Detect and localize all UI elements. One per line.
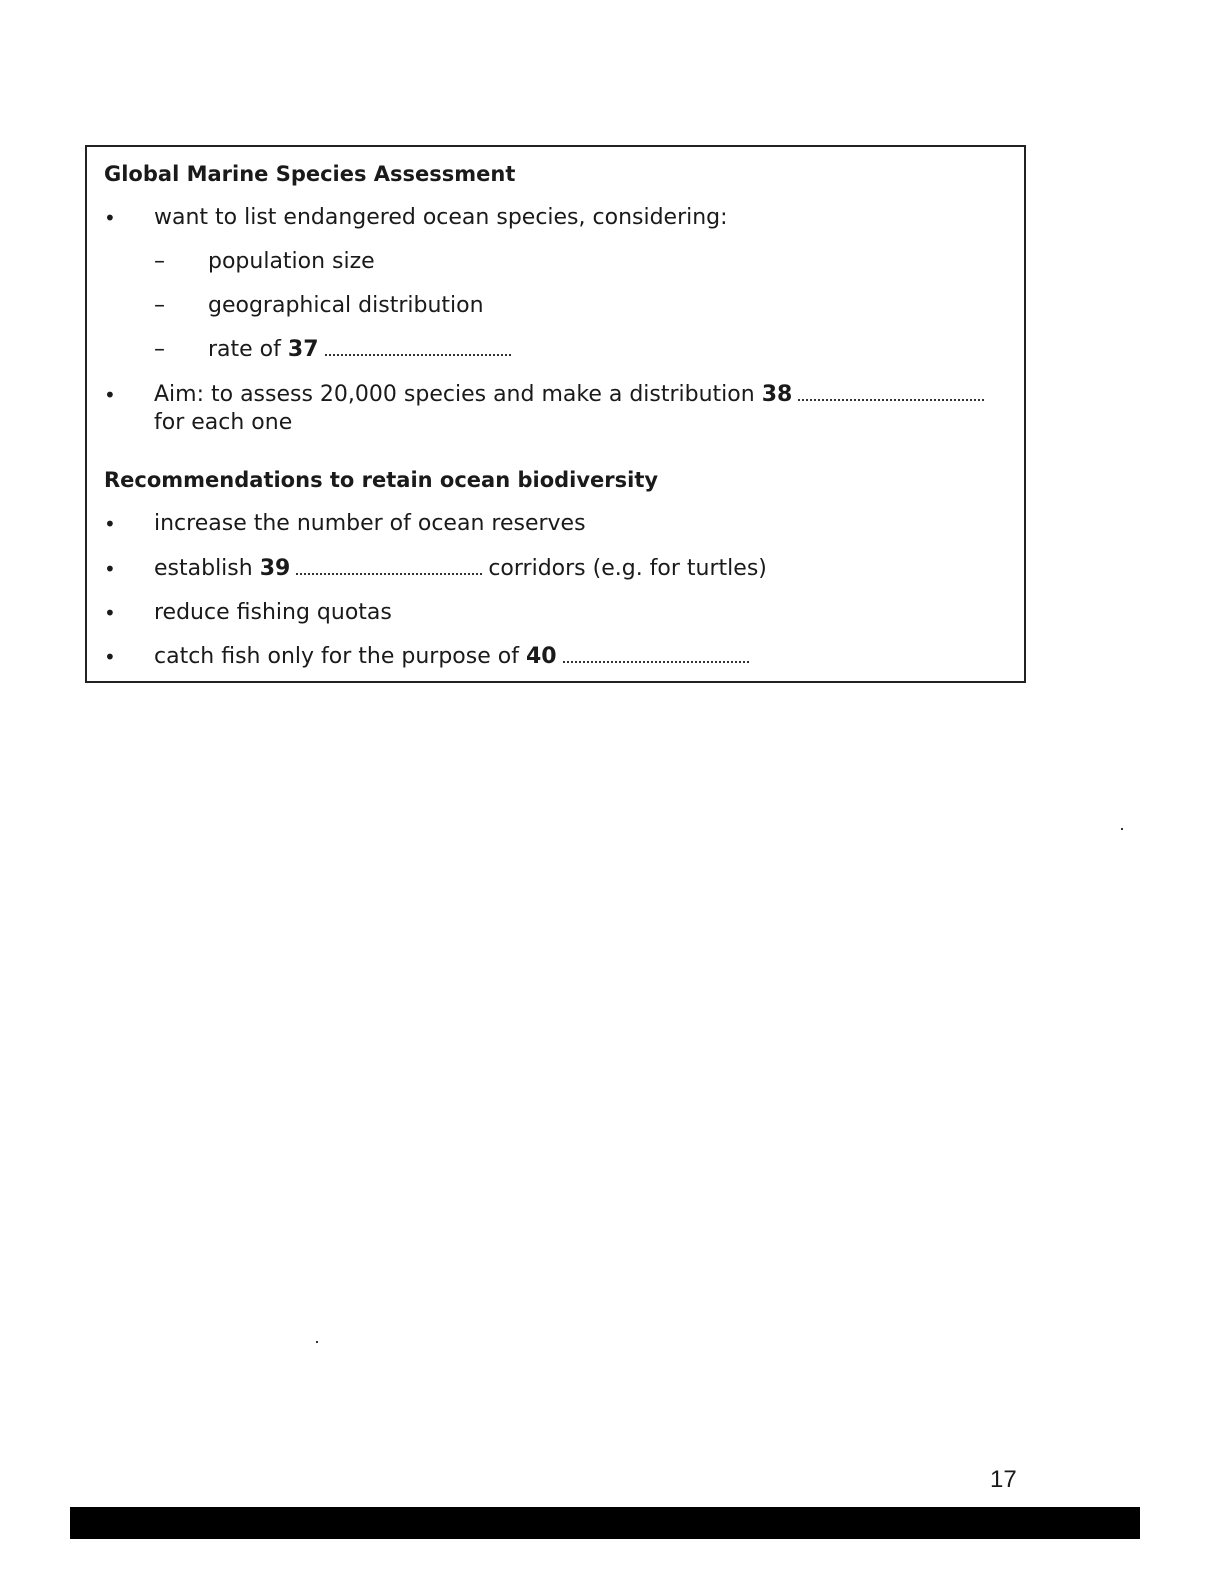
bullet-marker: • xyxy=(104,557,116,581)
question-number-37: 37 xyxy=(287,337,319,362)
corridors-suffix: corridors (e.g. for turtles) xyxy=(488,556,767,581)
establish-prefix: establish xyxy=(154,556,253,581)
scan-speck xyxy=(316,1341,318,1343)
page-number: 17 xyxy=(990,1466,1017,1493)
answer-blank-38[interactable] xyxy=(798,397,984,401)
rec-item-quotas: reduce fishing quotas xyxy=(154,600,392,625)
scan-speck xyxy=(1121,828,1123,830)
section-heading-assessment: Global Marine Species Assessment xyxy=(104,162,516,186)
bullet-marker: • xyxy=(104,601,116,625)
question-number-40: 40 xyxy=(525,644,557,669)
aim-text-continued: for each one xyxy=(154,410,293,435)
dash-marker: – xyxy=(154,337,165,362)
rec-item-reserves: increase the number of ocean reserves xyxy=(154,511,586,536)
sub-item-rate xyxy=(208,336,511,364)
answer-blank-39[interactable] xyxy=(296,571,482,575)
bullet-marker: • xyxy=(104,512,116,536)
aim-text: Aim: to assess 20,000 species and make a distribution xyxy=(154,382,755,407)
purpose-prefix: catch fish only for the purpose of xyxy=(154,644,519,669)
bullet-marker: • xyxy=(104,206,116,230)
question-number-38: 38 xyxy=(761,382,793,407)
rate-prefix: rate of xyxy=(208,337,281,362)
bullet-text-list-species: want to list endangered ocean species, considering: xyxy=(154,205,728,230)
bullet-text-aim xyxy=(154,381,984,409)
dash-marker: – xyxy=(154,293,165,318)
rec-item-purpose xyxy=(154,643,749,671)
section-heading-recommendations: Recommendations to retain ocean biodiversity xyxy=(104,468,659,492)
answer-blank-40[interactable] xyxy=(563,659,749,663)
answer-blank-37[interactable] xyxy=(325,352,511,356)
scan-edge-bar xyxy=(70,1507,1140,1539)
sub-item-population: population size xyxy=(208,249,375,274)
rec-item-corridors xyxy=(154,555,767,583)
bullet-marker: • xyxy=(104,645,116,669)
dash-marker: – xyxy=(154,249,165,274)
question-number-39: 39 xyxy=(259,556,291,581)
sub-item-distribution: geographical distribution xyxy=(208,293,484,318)
bullet-marker: • xyxy=(104,383,116,407)
